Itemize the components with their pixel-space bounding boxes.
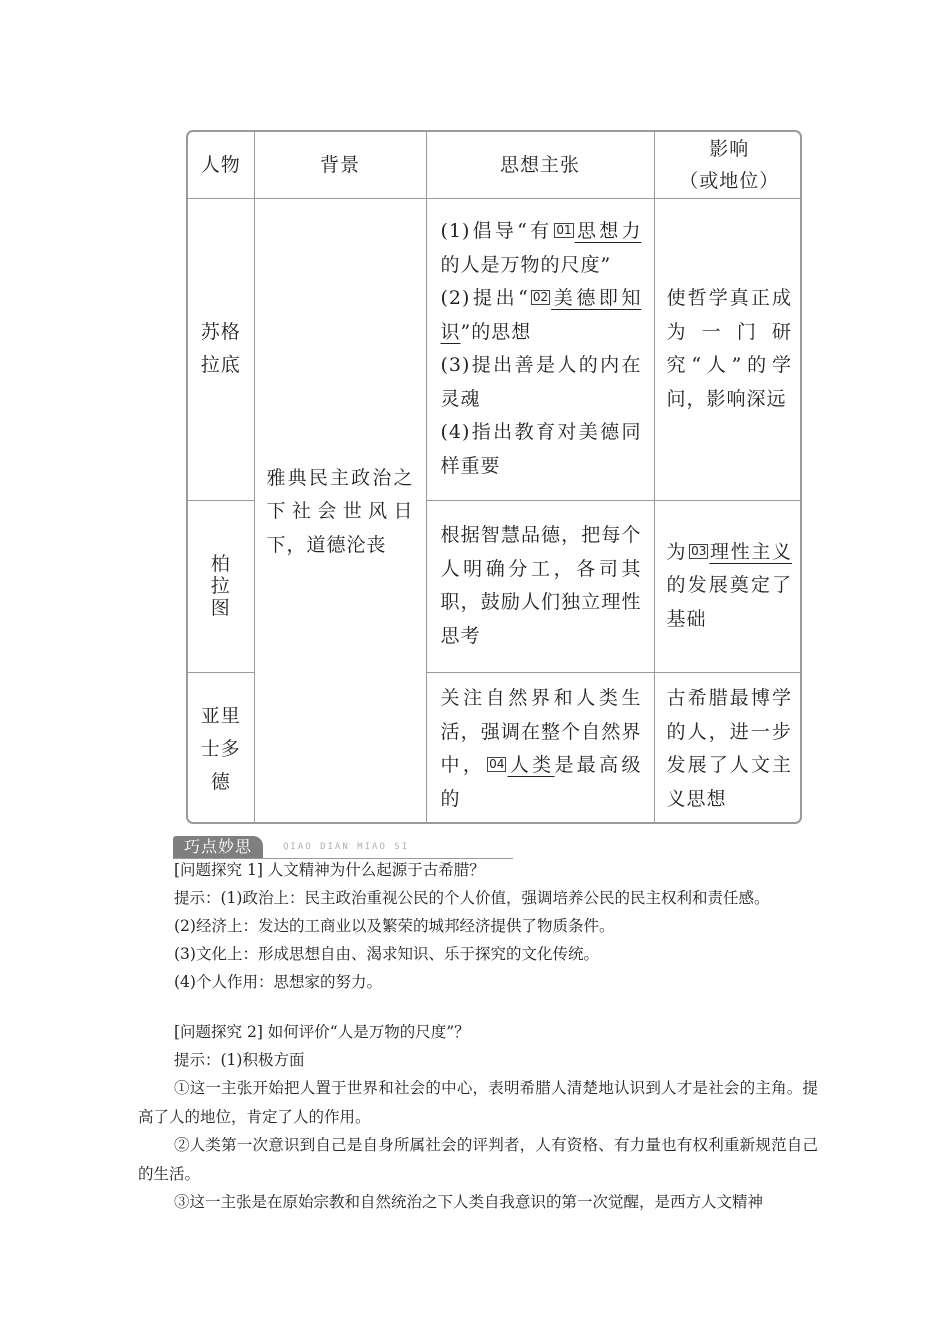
person-aristotle: 亚里士多德: [188, 672, 254, 824]
answer-2-paragraph-1: ①这一主张开始把人置于世界和社会的中心，表明希腊人清楚地认识到人才是社会的主角。提高了人的地位，肯定了人的作用。: [138, 1079, 818, 1126]
tips-banner-title: 巧点妙思: [173, 836, 263, 858]
table-row-socrates: [188, 198, 802, 500]
background-text: 雅典民主政治之下社会世风日下，道德沦丧: [266, 466, 414, 556]
impact-aristotle: 古希腊最博学的人，进一步发展了人文主义思想: [654, 672, 802, 824]
impact-socrates: 使哲学真正成为一门研究“人”的学问，影响深远: [654, 198, 802, 500]
background-cell: [254, 198, 426, 824]
answer-1-line-4: (4)个人作用：思想家的努力。: [174, 973, 382, 991]
tips-banner: [173, 836, 513, 860]
blank-answer-02: 02 美德即知识: [440, 287, 642, 343]
header-background: 背景: [254, 132, 426, 198]
header-person: 人物: [188, 132, 254, 198]
impact-plato: 为 03 理性主义的发展奠定了基础: [654, 500, 802, 672]
ideas-socrates: (1)倡导“有 01 思想力的人是万物的尺度” (2)提出“ 02 美德即知识”的思想 (3)提出善是人的内在灵魂 (4)指出教育对美德同样重要: [426, 198, 654, 500]
answer-1-line-3: (3)文化上：形成思想自由、渴求知识、乐于探究的文化传统。: [174, 945, 599, 963]
header-impact-line2: （或地位）: [679, 169, 780, 192]
blank-number-01: 01: [556, 223, 572, 237]
summary-table-frame: [186, 130, 802, 824]
ideas-aristotle: 关注自然界和人类生活，强调在整个自然界中， 04 人类是最高级的: [426, 672, 654, 824]
table-header-row: [188, 132, 802, 198]
answer-2-paragraph-3: ③这一主张是在原始宗教和自然统治之下人类自我意识的第一次觉醒，是西方人文精神: [174, 1193, 764, 1211]
blank-answer-04: 04 人类: [489, 754, 555, 777]
ideas-plato: 根据智慧品德，把每个人明确分工，各司其职，鼓励人们独立理性思考: [426, 500, 654, 672]
header-impact-line1: 影响: [709, 137, 750, 160]
blank-number-02: 02: [532, 290, 549, 304]
blank-answer-01: 01 思想力: [556, 220, 642, 242]
tips-banner-divider: [173, 858, 513, 859]
tips-banner-subtitle: QIAO DIAN MIAO SI: [283, 842, 410, 852]
person-plato: 柏拉图: [188, 500, 254, 672]
answer-2-paragraph-2: ②人类第一次意识到自己是自身所属社会的评判者，人有资格、有力量也有权利重新规范自己的生活。: [138, 1136, 818, 1183]
blank-answer-03: 03 理性主义: [691, 540, 792, 563]
answer-1-line-1: 提示：(1)政治上：民主政治重视公民的个人价值，强调培养公民的民主权利和责任感。: [174, 889, 770, 907]
blank-number-03: 03: [691, 543, 707, 558]
philosophers-table: [188, 132, 802, 824]
person-socrates: 苏格拉底: [188, 198, 254, 500]
header-impact: [654, 132, 802, 198]
question-1: [问题探究 1] 人文精神为什么起源于古希腊？: [174, 861, 485, 879]
answer-1-line-2: (2)经济上：发达的工商业以及繁荣的城邦经济提供了物质条件。: [174, 917, 615, 935]
blank-number-04: 04: [489, 757, 505, 772]
question-2: [问题探究 2] 如何评价“人是万物的尺度”？: [174, 1023, 470, 1041]
header-ideas: 思想主张: [426, 132, 654, 198]
answer-2-heading: 提示：(1)积极方面: [174, 1051, 305, 1069]
